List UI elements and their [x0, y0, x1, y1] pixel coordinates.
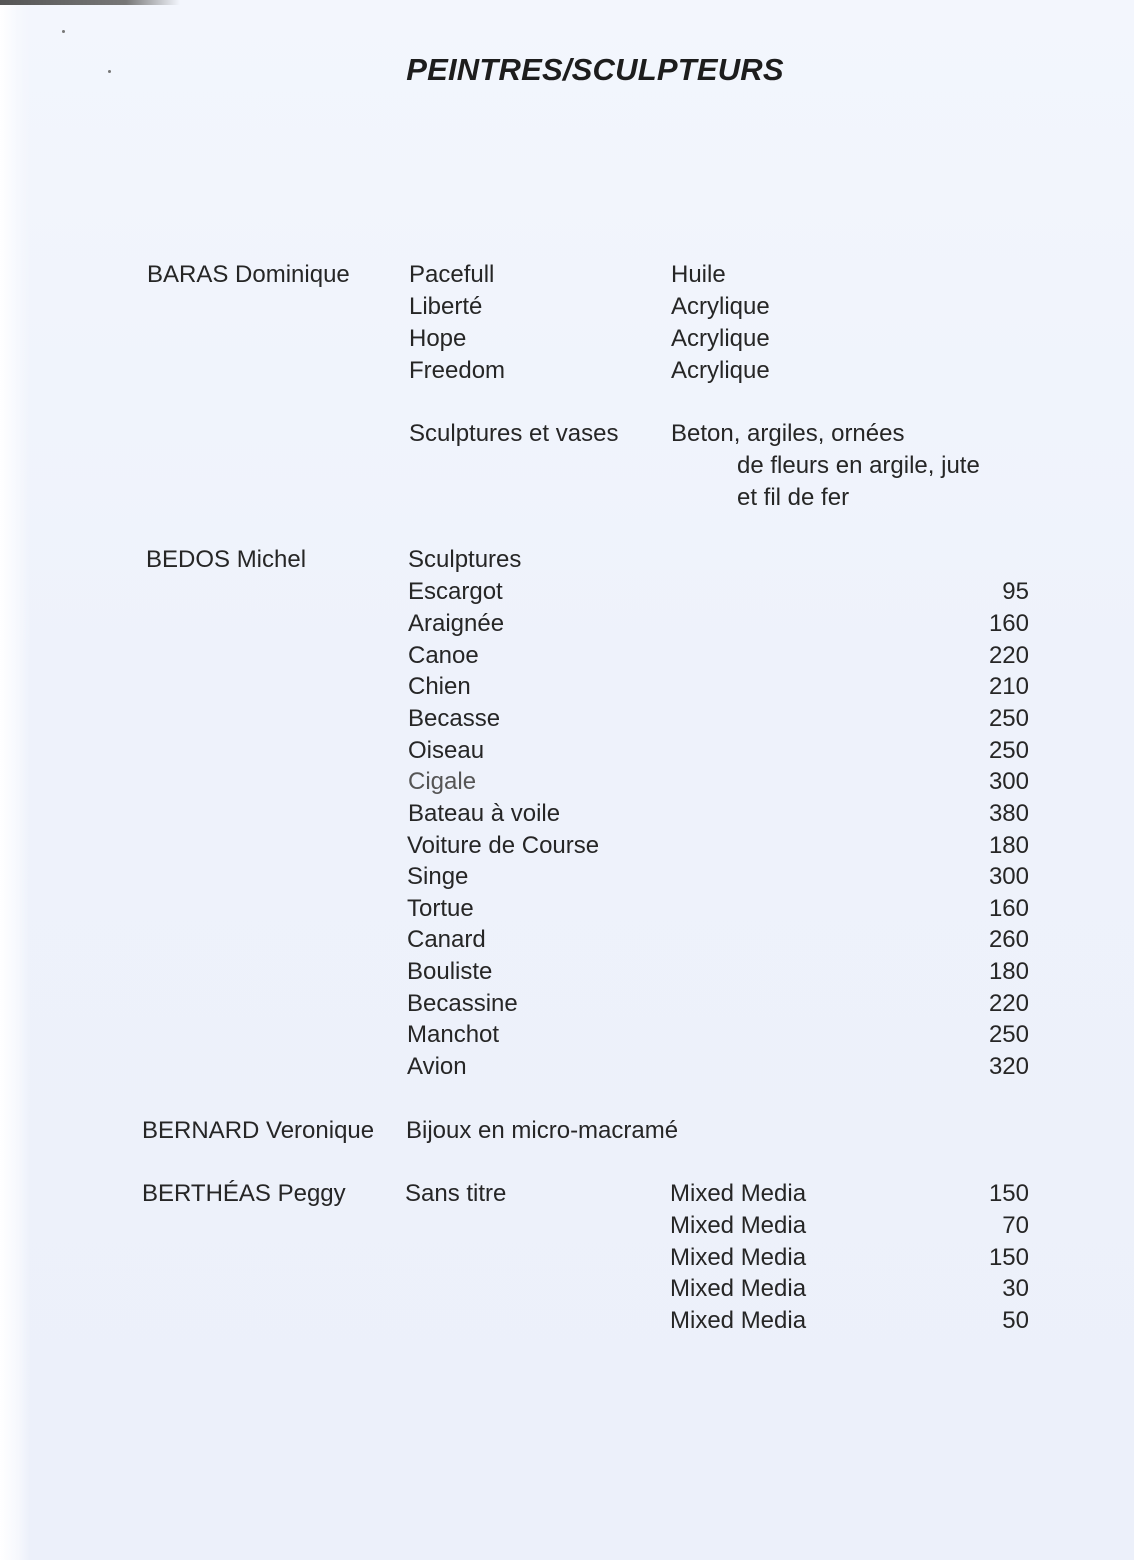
work-price: 250 — [988, 737, 1029, 764]
work-title: Manchot — [407, 1021, 500, 1048]
artist-name: BEDOS Michel — [146, 546, 307, 573]
work-title: Canoe — [408, 642, 479, 669]
work-price: 220 — [988, 642, 1029, 669]
work-price: 160 — [988, 895, 1029, 922]
work-price: 70 — [1002, 1212, 1029, 1239]
work-title: Bateau à voile — [408, 800, 561, 827]
work-title: Cigale — [408, 768, 477, 795]
work-price: 250 — [988, 1021, 1029, 1048]
work-title: Becassine — [407, 990, 518, 1017]
work-title: Chien — [408, 673, 471, 700]
work-price: 300 — [988, 863, 1029, 890]
work-title: Canard — [407, 926, 486, 953]
work-title: Oiseau — [408, 737, 485, 764]
work-title: Bouliste — [407, 958, 493, 985]
artist-name: BERNARD Veronique — [142, 1117, 375, 1144]
work-medium-continued: de fleurs en argile, jute — [737, 452, 980, 479]
work-title: Tortue — [407, 895, 474, 922]
work-title: Hope — [409, 325, 467, 352]
work-price: 250 — [988, 705, 1029, 732]
work-price: 300 — [988, 768, 1029, 795]
work-price: 150 — [988, 1180, 1029, 1207]
work-price: 95 — [1002, 578, 1029, 605]
work-price: 150 — [988, 1244, 1029, 1271]
work-medium-continued: et fil de fer — [737, 484, 850, 511]
work-price: 180 — [988, 958, 1029, 985]
work-title: Sans titre — [405, 1180, 507, 1207]
work-medium: Mixed Media — [670, 1275, 807, 1302]
work-title: Pacefull — [409, 261, 495, 288]
work-price: 320 — [988, 1053, 1029, 1080]
work-medium: Huile — [671, 261, 726, 288]
work-price: 380 — [988, 800, 1029, 827]
work-price: 160 — [988, 610, 1029, 637]
scan-speck — [62, 30, 65, 33]
work-title: Becasse — [408, 705, 501, 732]
page-title: PEINTRES/SCULPTEURS — [406, 52, 784, 87]
work-medium: Beton, argiles, ornées — [671, 420, 905, 447]
section-heading: Sculptures — [408, 546, 522, 573]
work-medium: Mixed Media — [670, 1212, 807, 1239]
scan-edge — [0, 0, 30, 1560]
work-title: Avion — [407, 1053, 467, 1080]
work-price: 210 — [988, 673, 1029, 700]
work-title: Sculptures et vases — [409, 420, 619, 447]
work-medium: Acrylique — [671, 357, 770, 384]
artist-name: BARAS Dominique — [147, 261, 350, 288]
work-title: Freedom — [409, 357, 506, 384]
work-medium: Mixed Media — [670, 1180, 807, 1207]
work-price: 220 — [988, 990, 1029, 1017]
work-title: Liberté — [409, 293, 483, 320]
work-price: 260 — [988, 926, 1029, 953]
work-medium: Mixed Media — [670, 1307, 807, 1334]
work-medium: Acrylique — [671, 325, 770, 352]
work-price: 30 — [1002, 1275, 1029, 1302]
work-price: 180 — [988, 832, 1029, 859]
work-title: Singe — [407, 863, 469, 890]
work-title: Bijoux en micro-macramé — [406, 1117, 679, 1144]
work-medium: Acrylique — [671, 293, 770, 320]
work-title: Escargot — [408, 578, 503, 605]
work-medium: Mixed Media — [670, 1244, 807, 1271]
artist-name: BERTHÉAS Peggy — [142, 1180, 346, 1207]
work-title: Araignée — [408, 610, 505, 637]
work-title: Voiture de Course — [407, 832, 600, 859]
scan-mark — [0, 0, 180, 5]
work-price: 50 — [1002, 1307, 1029, 1334]
